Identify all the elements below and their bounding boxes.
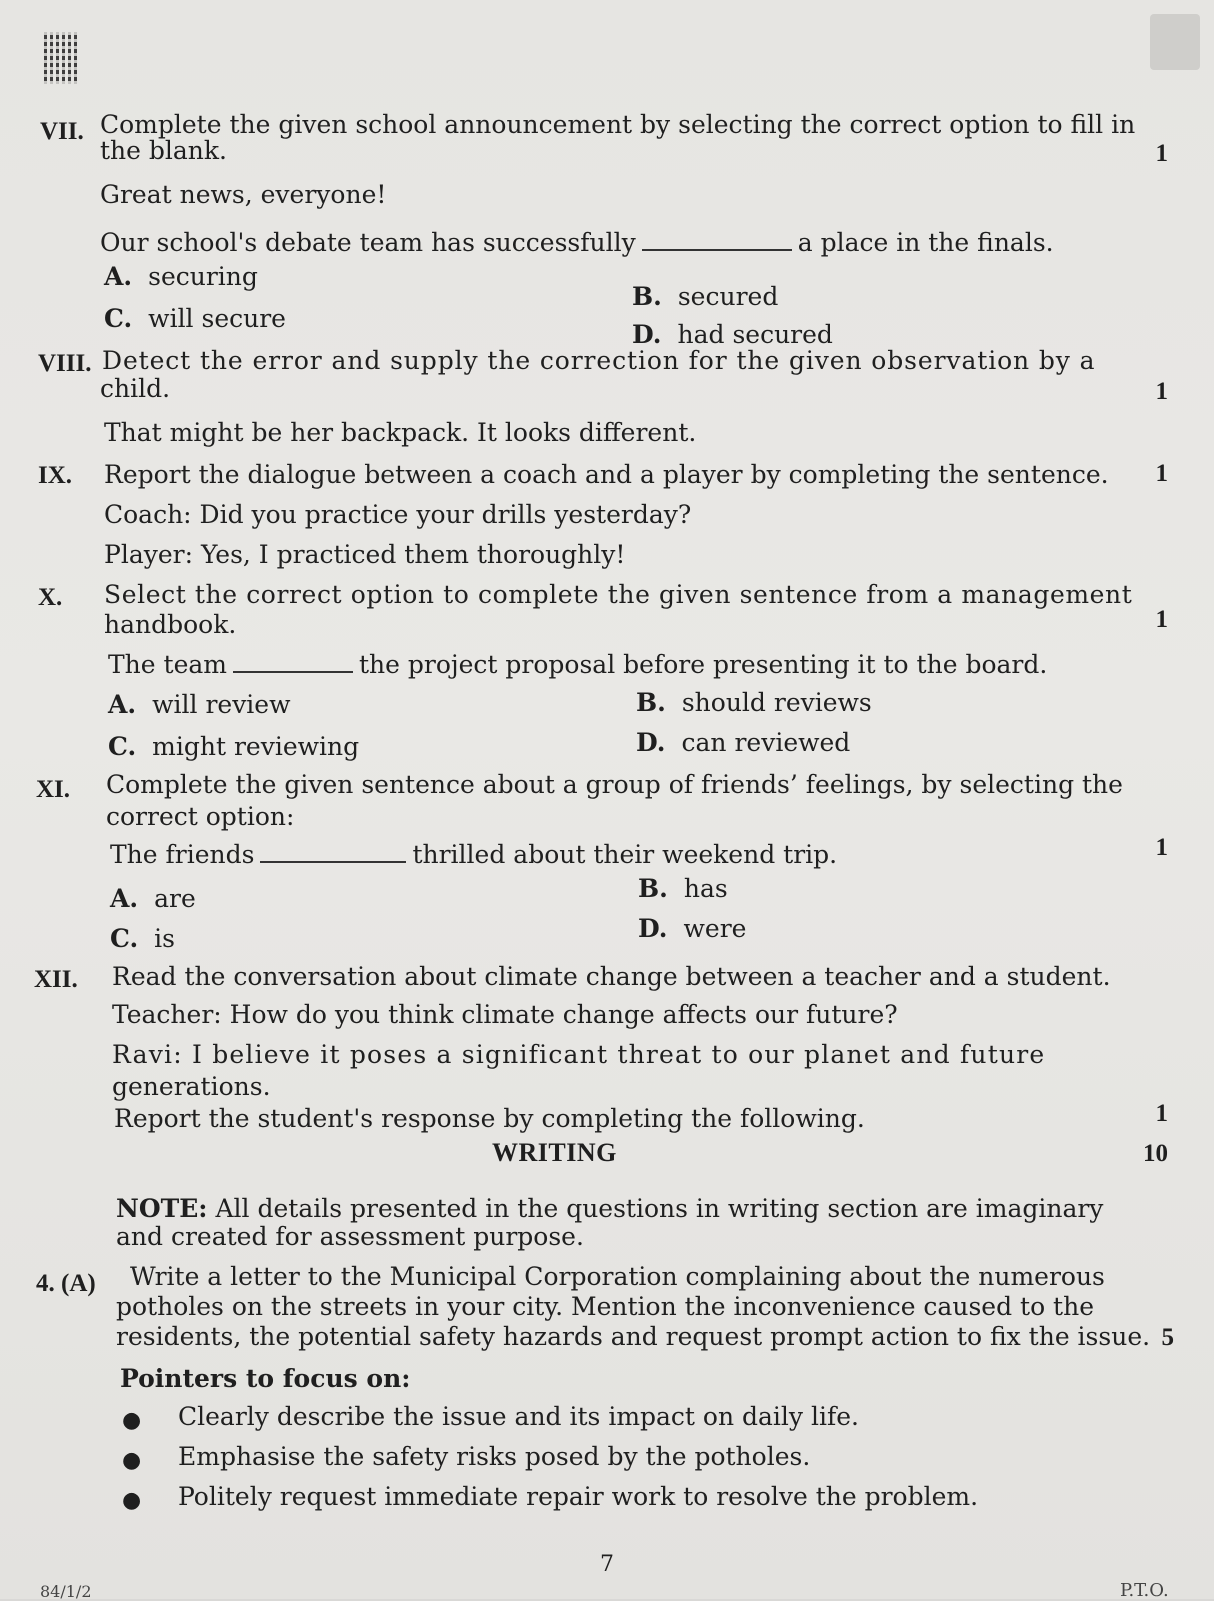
page-corner-shadow — [1150, 14, 1200, 70]
question-text: Report the student's response by completing the following. — [114, 1104, 865, 1133]
note-text: NOTE: All details presented in the questions in writing section are imaginary — [116, 1194, 1104, 1223]
option-a: A. will review — [108, 690, 291, 719]
bullet-icon: ● — [122, 1488, 142, 1513]
question-text: Ravi: I believe it poses a significant threat to our planet and future — [112, 1040, 1046, 1069]
question-text: The friends thrilled about their weekend trip. — [110, 840, 838, 869]
question-marks: 1 — [1155, 460, 1168, 487]
question-text: Player: Yes, I practiced them thoroughly! — [104, 540, 626, 569]
question-marks: 1 — [1155, 834, 1168, 861]
question-text — [100, 228, 1054, 258]
question-text: Select the correct option to complete the given sentence from a management — [104, 580, 1133, 609]
question-number: XI. — [36, 776, 71, 803]
page-number: 7 — [600, 1552, 614, 1577]
fill-blank — [642, 249, 792, 251]
option-a: A. are — [110, 884, 196, 913]
question-text: generations. — [112, 1072, 271, 1101]
question-number: X. — [38, 584, 63, 611]
option-a: A. securing — [104, 262, 258, 291]
option-b: B. should reviews — [636, 688, 872, 717]
section-marks: 10 — [1143, 1140, 1168, 1167]
question-text: handbook. — [104, 610, 237, 639]
option-c: C. is — [110, 924, 175, 953]
sentence-part: Our school's debate team has successfully — [100, 228, 636, 257]
qr-code-icon — [44, 32, 78, 84]
paper-code: 84/1/2 — [40, 1582, 92, 1601]
pto-label: P.T.O. — [1120, 1580, 1169, 1601]
pointer-item: Politely request immediate repair work to resolve the problem. — [178, 1482, 979, 1511]
question-text: Complete the given sentence about a group of friends’ feelings, by selecting the — [106, 770, 1123, 799]
option-b: B. secured — [632, 282, 779, 311]
question-text: The team the project proposal before presenting it to the board. — [108, 650, 1048, 679]
pointers-heading: Pointers to focus on: — [120, 1364, 411, 1393]
question-text: the blank. — [100, 136, 227, 165]
question-text: potholes on the streets in your city. Mention the inconvenience caused to the — [116, 1292, 1095, 1321]
question-text: Report the dialogue between a coach and a player by completing the sentence. — [104, 460, 1109, 489]
question-marks: 1 — [1155, 140, 1168, 167]
question-marks: 5 — [1161, 1324, 1174, 1351]
note-text: and created for assessment purpose. — [116, 1222, 584, 1251]
question-text: Detect the error and supply the correction for the given observation by a — [102, 346, 1096, 375]
question-number: VII. — [40, 118, 84, 145]
sentence-part: a place in the finals. — [797, 228, 1054, 257]
question-number: VIII. — [38, 350, 92, 377]
question-number: XII. — [34, 966, 78, 993]
option-d: D. can reviewed — [636, 728, 851, 757]
question-text: Great news, everyone! — [100, 180, 387, 209]
option-c: C. might reviewing — [108, 732, 360, 761]
pointer-item: Emphasise the safety risks posed by the potholes. — [178, 1442, 811, 1471]
option-d: D. were — [638, 914, 747, 943]
question-marks: 1 — [1155, 1100, 1168, 1127]
question-marks: 1 — [1155, 606, 1168, 633]
question-number: IX. — [38, 462, 73, 489]
question-text: Read the conversation about climate change between a teacher and a student. — [112, 962, 1111, 991]
question-text: Complete the given school announcement by selecting the correct option to fill in — [100, 110, 1136, 139]
question-text: child. — [100, 374, 171, 403]
bullet-icon: ● — [122, 1408, 142, 1433]
question-text: residents, the potential safety hazards and request prompt action to fix the issue. — [116, 1322, 1151, 1351]
question-text: correct option: — [106, 802, 295, 831]
bullet-icon: ● — [122, 1448, 142, 1473]
question-text: Coach: Did you practice your drills yesterday? — [104, 500, 692, 529]
option-c: C. will secure — [104, 304, 286, 333]
option-d: D. had secured — [632, 320, 833, 349]
option-b: B. has — [638, 874, 728, 903]
question-marks: 1 — [1155, 378, 1168, 405]
question-text: That might be her backpack. It looks different. — [104, 418, 697, 447]
question-text: Write a letter to the Municipal Corporation complaining about the numerous — [130, 1262, 1105, 1291]
pointer-item: Clearly describe the issue and its impact on daily life. — [178, 1402, 859, 1431]
question-text: Teacher: How do you think climate change affects our future? — [112, 1000, 898, 1029]
section-heading: WRITING — [492, 1138, 617, 1167]
question-number: 4. (A) — [36, 1270, 96, 1297]
